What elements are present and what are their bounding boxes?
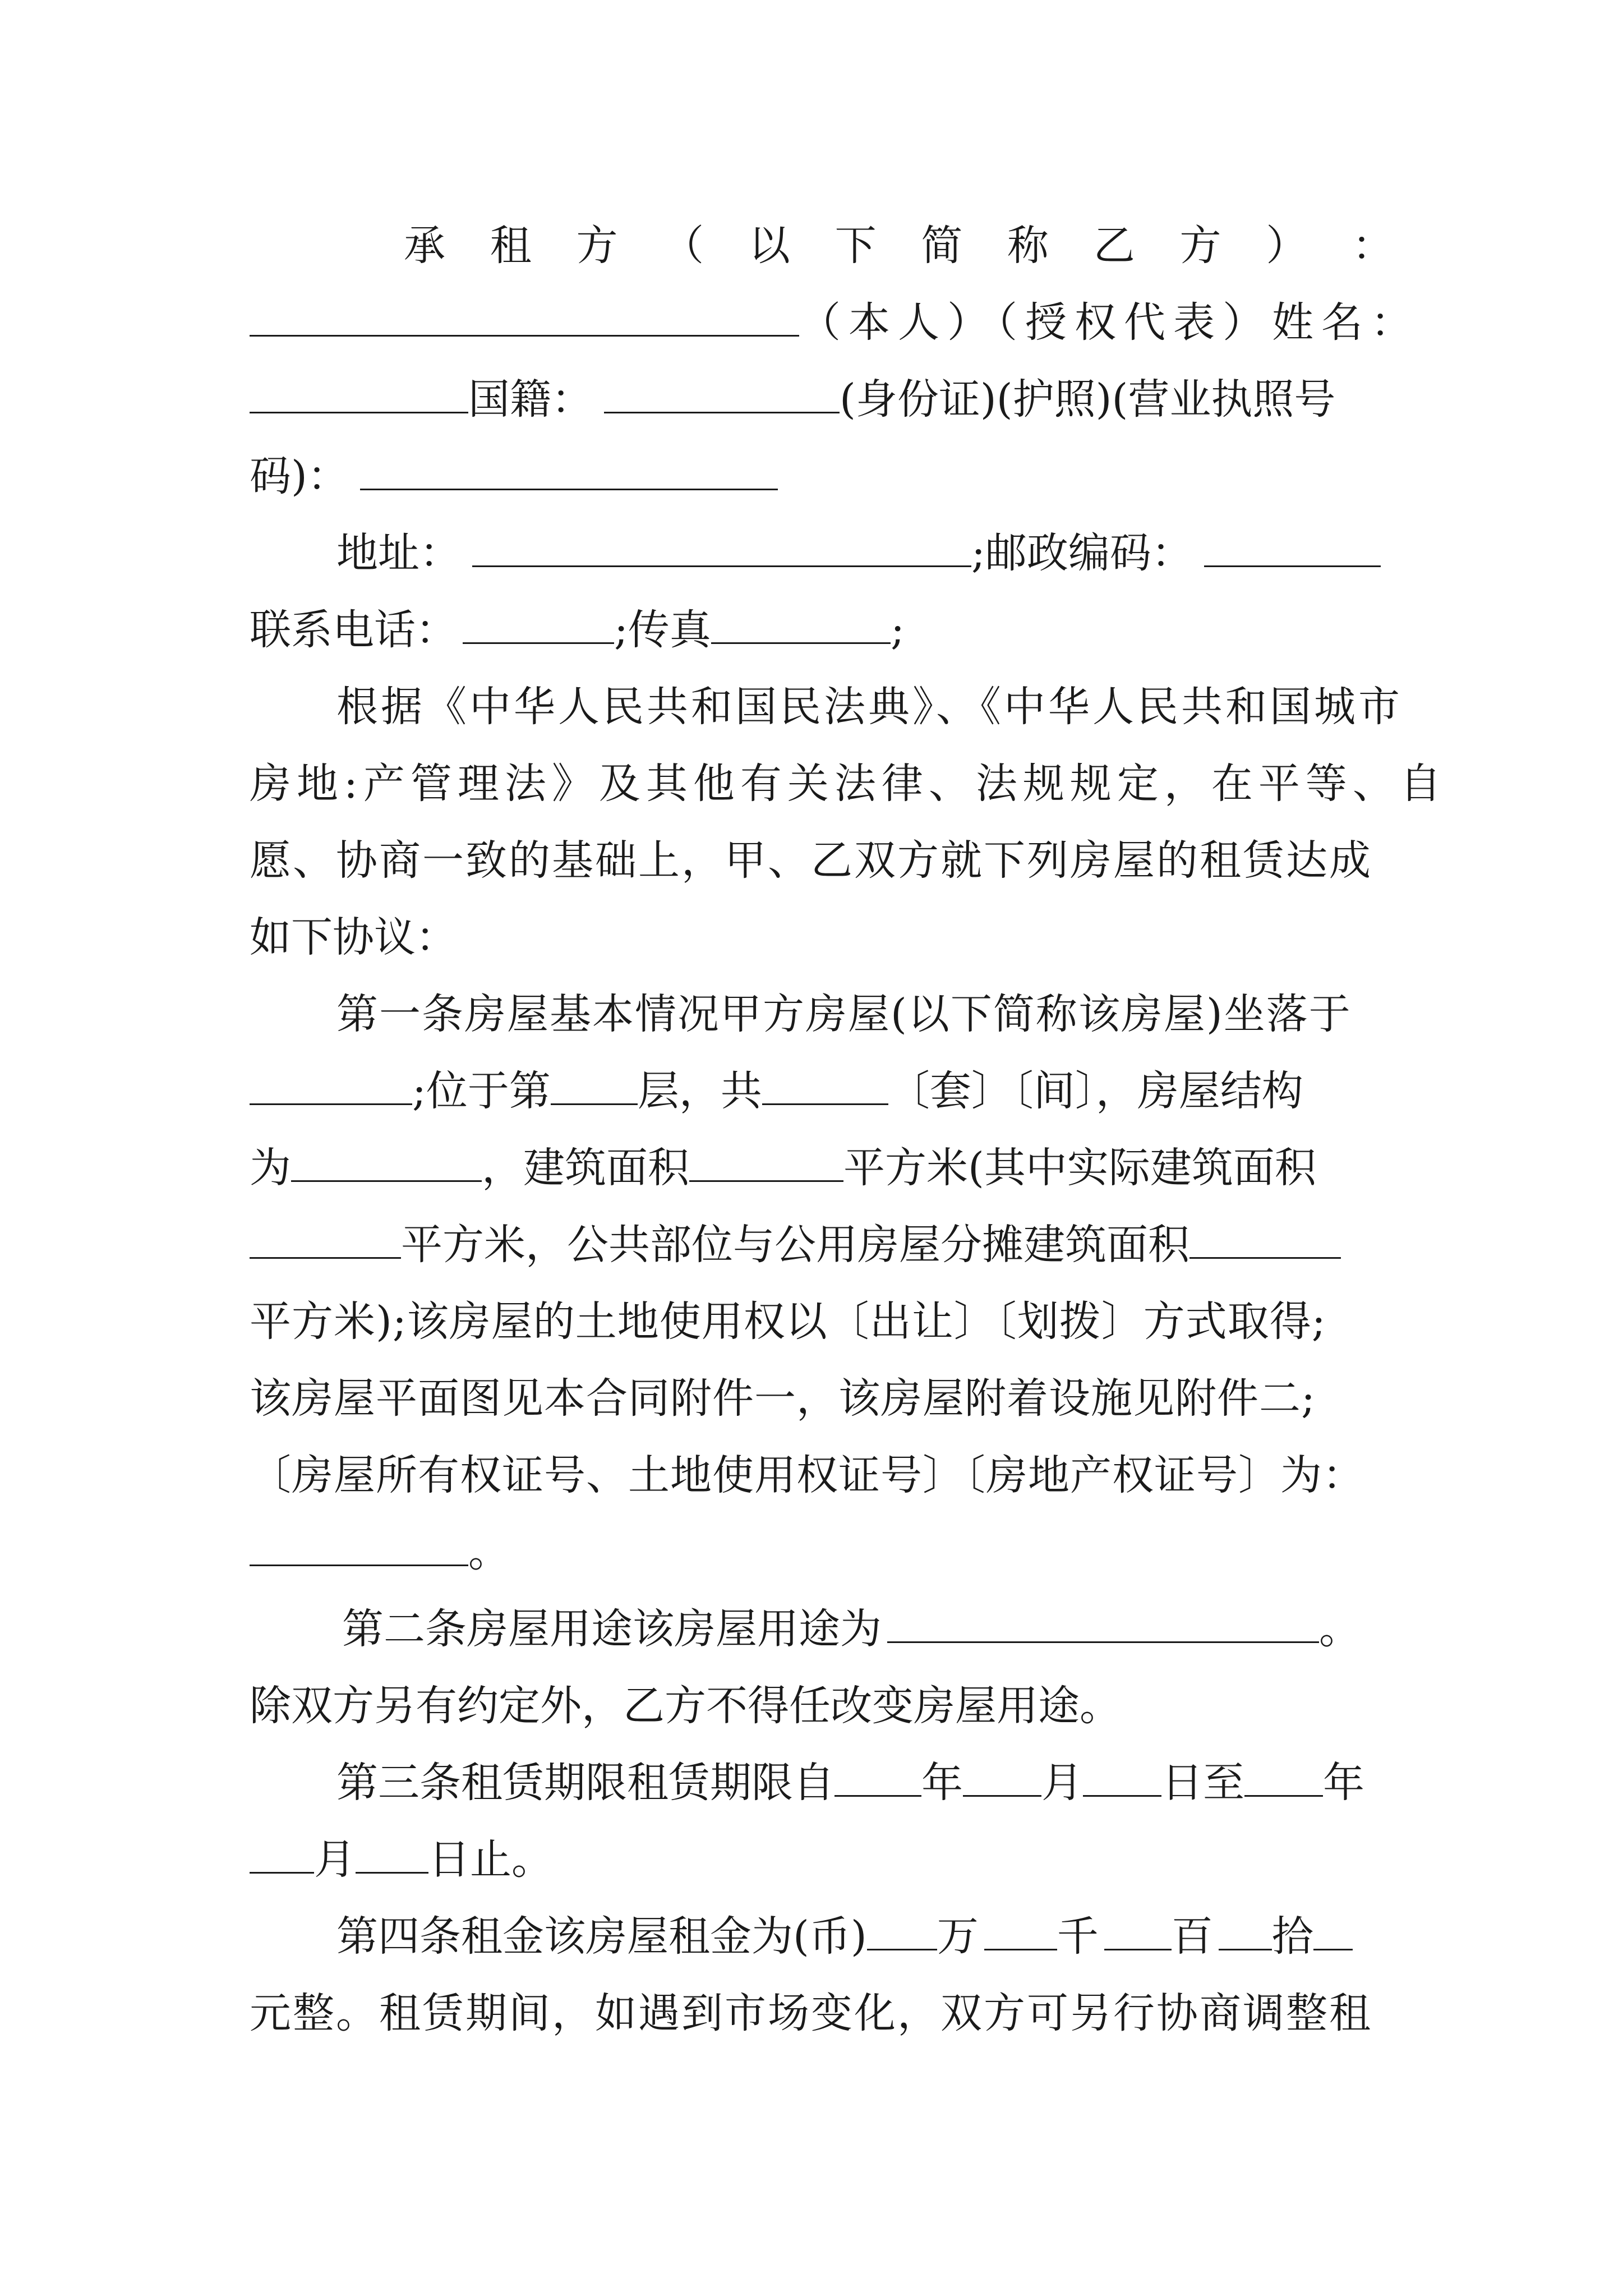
art1-l2 (250, 1053, 1394, 1130)
shared-area-label: 平方米，公共部位与公用房屋分摊建筑面积 (401, 1221, 1189, 1269)
phone-label: 联系电话： (250, 606, 457, 654)
term-label: 第三条租赁期限租赁期限自 (336, 1759, 834, 1807)
zip-blank[interactable] (1204, 526, 1381, 567)
preamble-l2: 房地:产管理法》及其他有关法律、法规规定，在平等、自 (250, 760, 1447, 808)
title-char: 简 (921, 222, 963, 270)
nationality-blank[interactable] (604, 372, 840, 413)
area-label: ，建筑面积 (482, 1144, 689, 1192)
actual-area-blank[interactable] (250, 1218, 401, 1259)
title-char: 下 (834, 222, 877, 270)
zip-label: ;邮政编码： (971, 529, 1193, 577)
bai-label: 百 (1171, 1912, 1213, 1961)
end-day-blank[interactable] (356, 1833, 428, 1874)
preamble-l4: 如下协议： (250, 913, 457, 961)
total-label: 层，共 (637, 1067, 762, 1115)
title-char: ） (1266, 222, 1308, 270)
wan-blank[interactable] (867, 1910, 937, 1950)
preamble-l3: 愿、协商一致的基础上，甲、乙双方就下列房屋的租赁达成 (250, 836, 1372, 885)
shi-blank[interactable] (1219, 1910, 1272, 1950)
actual-area-label: 平方米(其中实际建筑面积 (843, 1144, 1316, 1192)
title-char: 乙 (1093, 222, 1135, 270)
nationality-label: 国籍： (468, 375, 593, 424)
year-label: 年 (921, 1759, 963, 1807)
art4-l1 (336, 1898, 1394, 1975)
year-label: 年 (1323, 1759, 1364, 1807)
shi-label: 拾 (1271, 1912, 1313, 1961)
fax-blank[interactable] (711, 603, 891, 644)
month-label: 月 (1041, 1759, 1083, 1807)
art1-l8 (250, 1514, 1394, 1591)
art1-l3 (250, 1130, 1394, 1207)
certificate-blank[interactable] (250, 1525, 468, 1566)
location-blank[interactable] (250, 1064, 412, 1105)
address-blank[interactable] (472, 526, 971, 567)
day-to-label: 日至 (1161, 1759, 1244, 1807)
address-line (336, 515, 1394, 592)
period: 。 (468, 1528, 510, 1576)
preamble-l1: 根据《中华人民共和国民法典》、《中华人民共和国城市 (336, 683, 1403, 731)
title-char: ： (1352, 222, 1394, 270)
title-char: 称 (1007, 222, 1049, 270)
phone-line (250, 592, 1394, 669)
rep-label: （本人）（授权代表）姓名： (799, 298, 1420, 347)
use-blank[interactable] (887, 1602, 1319, 1643)
period: 。 (1319, 1605, 1361, 1653)
blank[interactable] (250, 372, 468, 413)
title-char: 方 (576, 222, 618, 270)
lessee-id-line (250, 438, 1394, 515)
art3-l2 (250, 1821, 1394, 1898)
art2-l1 (342, 1591, 1394, 1668)
art1-l7: 〔房屋所有权证号、土地使用权证号〕〔房地产权证号〕为： (250, 1451, 1364, 1499)
rent-label: 第四条租金该房屋租金为(币) (336, 1912, 867, 1961)
use-label: 第二条房屋用途该房屋用途为 (342, 1605, 882, 1653)
title-char: 以 (748, 222, 790, 270)
id-label-cont: 码)： (250, 452, 349, 500)
art1-l1: 第一条房屋基本情况甲方房屋(以下简称该房屋)坐落于 (336, 990, 1352, 1038)
start-year-blank[interactable] (834, 1756, 921, 1797)
lessee-title (404, 208, 1394, 284)
structure-blank[interactable] (291, 1141, 482, 1182)
floor-label: ;位于第 (412, 1067, 551, 1115)
unit-structure-label: 〔套〕〔间〕，房屋结构 (888, 1067, 1303, 1115)
title-char: 承 (404, 222, 445, 270)
end-month-blank[interactable] (250, 1833, 314, 1874)
art1-l5: 平方米);该房屋的土地使用权以〔出让〕〔划拨〕方式取得; (250, 1297, 1326, 1346)
lessee-nationality-line (250, 361, 1394, 438)
title-char: 租 (490, 222, 532, 270)
art4-l2: 元整。租赁期间，如遇到市场变化，双方可另行协商调整租 (250, 1989, 1372, 2037)
floor-blank[interactable] (551, 1064, 638, 1105)
id-number-blank[interactable] (360, 449, 778, 490)
semicolon: ; (890, 606, 905, 654)
end-year-blank[interactable] (1244, 1756, 1323, 1797)
phone-blank[interactable] (463, 603, 614, 644)
qian-label: 千 (1057, 1912, 1099, 1961)
total-blank[interactable] (762, 1064, 888, 1105)
address-label: 地址： (336, 529, 461, 577)
art1-l6: 该房屋平面图见本合同附件一，该房屋附着设施见附件二; (250, 1374, 1316, 1423)
id-type-label: (身份证)(护照)(营业执照号 (840, 375, 1336, 424)
art3-l1 (336, 1745, 1394, 1821)
bai-blank[interactable] (1104, 1910, 1172, 1950)
yuan-blank[interactable] (1313, 1910, 1353, 1950)
start-day-blank[interactable] (1083, 1756, 1161, 1797)
month-label: 月 (314, 1835, 356, 1884)
fax-label: ;传真 (614, 606, 711, 654)
title-char: （ (662, 222, 704, 270)
wan-label: 万 (937, 1912, 979, 1961)
start-month-blank[interactable] (963, 1756, 1041, 1797)
title-char: 方 (1179, 222, 1221, 270)
shared-area-blank[interactable] (1189, 1218, 1341, 1259)
area-blank[interactable] (689, 1141, 843, 1182)
day-end-label: 日止。 (428, 1835, 553, 1884)
qian-blank[interactable] (984, 1910, 1057, 1950)
structure-prefix: 为 (250, 1144, 291, 1192)
art2-l2: 除双方另有约定外，乙方不得任改变房屋用途。 (250, 1682, 1121, 1730)
lessee-rep-line (250, 284, 1420, 361)
name-blank[interactable] (250, 296, 799, 337)
art1-l4 (250, 1207, 1394, 1283)
